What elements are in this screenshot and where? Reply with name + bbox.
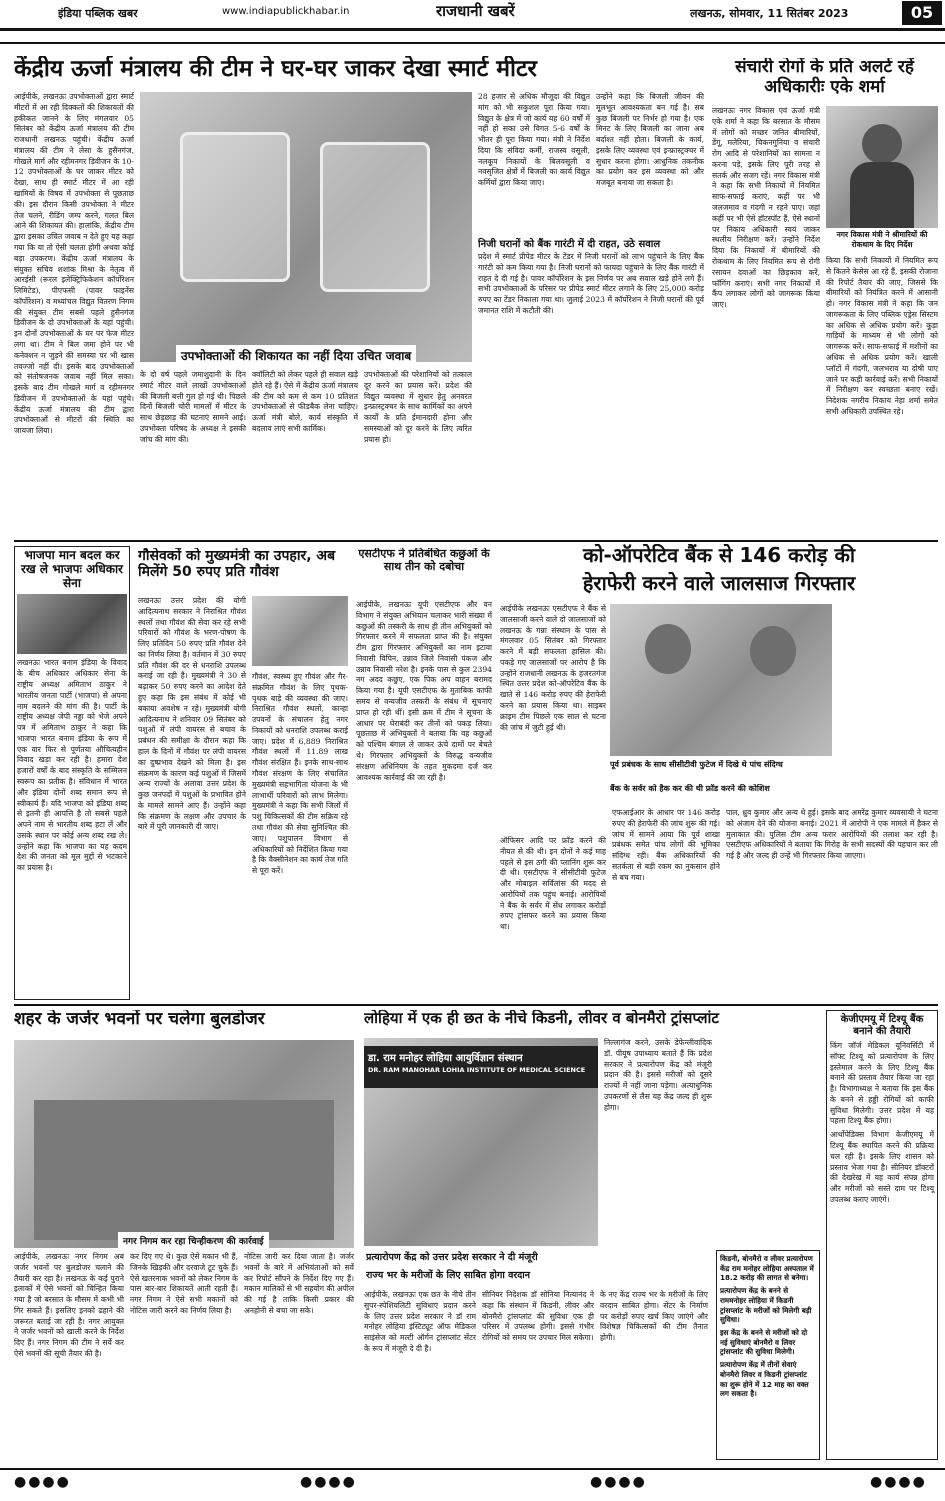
- amitabh-thakur-photo: [17, 594, 127, 654]
- bhajpa-headline: भाजपा मान बदल कर रख ले भाजपः अधिकार सेना: [21, 548, 123, 590]
- dilapidated-building-photo: [14, 1040, 354, 1248]
- footer-dots-mid-left: ●●●●: [300, 1474, 357, 1490]
- stf-headline: एसटीएफ ने प्रतिबंधित कछुओं के साथ तीन को दबोचा: [358, 548, 490, 573]
- story1-photo-caption: उपभोक्ताओं की शिकायत का नहीं दिया उचित जवाब: [176, 345, 416, 366]
- brand-name: इंडिया पब्लिक खबर: [58, 7, 138, 20]
- story1-subhead: निजी घरानों को बैंक गारंटी में दी राहत, उठे सवाल: [478, 239, 661, 250]
- section-divider-1: [14, 540, 938, 542]
- lohia-bullet-1: प्रत्यारोपण केंद्र को उत्तर प्रदेश सरकार ने दी मंजूरी: [366, 1252, 538, 1263]
- accused-two-face: [750, 626, 796, 676]
- story1-col2: 28 हजार से अधिक मौजूदा की विद्युत मांग को भी सकुशल पूरा किया गया। विद्युत के क्षेत्र में जो कार्य यह 60 वर्षों में नहीं हो सका उसे विगत 5-6 वर्षों के भीतर ही पूरा किया गया। मंत्री ने निर्देश दिया कि संविदा कर्मी, राजस्व वसूली, नलकूप निकायों के बिलवसूली व नवसृजित क्षेत्रों में बिजली का कार्य विद्युत कर्मियों द्वारा किया जाए।: [478, 92, 590, 188]
- right1-body: लखनऊः नगर विकास एवं ऊर्जा मंत्री एके शर्मा ने कहा कि बरसात के मौसम में लोगों को मच्छर जनित बीमारियों, डेंगू, मलेरिया, चिकनगुनिया व संचारी रोग आदि से परेशानियों का सामना न करना पड़े, इसके लिए पूरी तरह से सतर्क और सजग रहें। नगर विकास मंत्री ने कहा कि सभी निकायों में नियमित साफ-सफाई कराएं, कहीं पर भी जलजमाव व गंदगी न रहने पाए। जहां कहीं पर भी ऐसे हॉटस्पॉट हैं, ऐसे स्थानों पर निकाय अधिकारी स्वयं जाकर स्थलीय निरीक्षण करें। उन्होंने निर्देश दिया कि निकायों में बीमारियों की रोकथाम के लिए नियमित रूप से रोगी रसायन दवाओं का छिड़काव करें, फॉगिंग कराएं। सभी नगर निकायों में कैंप लगाकर लोगों को जागरूक किया जाए।: [712, 106, 820, 310]
- story1-bottom-col1: के दो वर्ष पहले जमाशुदानी के दिन स्मार्ट मीटर वाले लाखों उपभोक्ताओं की बिजली बत्ती गुल हो गई थी। पिछले दिनों बिजली चोरी मामलों में मीटर के साथ छेड़छाड़ की घटनाएं सामने आई। उपभोक्ता परिषद के अध्यक्ष ने इसकी जांच की मांग की।: [140, 370, 246, 444]
- section-divider-2: [14, 1004, 938, 1006]
- dateline: लखनऊ, सोमवार, 11 सितंबर 2023: [690, 7, 849, 20]
- bulldozer-headline: शहर के जर्जर भवनों पर चलेगा बुलडोजर: [14, 1010, 265, 1029]
- cm-meeting-photo: [252, 596, 348, 666]
- bank-bullet-1: पूर्व प्रबंधक के साथ सीसीटीवी फुटेज में दिखे थे पांच संदिग्ध: [610, 760, 783, 769]
- lohia-banner: [364, 1046, 598, 1088]
- fact-item: प्रत्यारोपण केंद्र में तीनों सेवाएं बोनमैरो लिवर व किडनी ट्रांसप्लांट का शुरू होने में 12 माह का वक्त लग सकता है।: [720, 1360, 809, 1399]
- bulldozer-photo-caption: नगर निगम कर रहा चिन्हीकरण की कार्रवाई: [118, 1232, 269, 1249]
- fact-item: प्रत्यारोपण केंद्र के बनने से राममनोहर लोहिया में किडनी ट्रांसप्लांट के मरीजों को मिलेगी बड़ी सुविधा।: [720, 1286, 812, 1325]
- site-url: www.indiapublickhabar.in: [222, 6, 350, 17]
- footer-dots-right: ●●●●: [870, 1474, 927, 1490]
- building-shape: [34, 1100, 334, 1240]
- fact-item: इस केंद्र के बनने से मरीजों को दो नई सुविधाएं बोनमैरो व लिवर ट्रांसप्लांट की सुविधा मिलेगी।: [720, 1328, 808, 1357]
- bulldozer-body3: नोटिस जारी कर दिया जाता है। जर्जर भवनों के बारे में अभियंताओं को सर्वे कर रिपोर्ट सौंपने के निर्देश दिए गए हैं। मकान मालिकों से भी सहयोग की अपील की गई है ताकि किसी प्रकार की अनहोनी से बचा जा सके।: [244, 1252, 354, 1315]
- right1-body2: किया कि सभी निकायों में नियमित रूप से कितने केसेस आ रहे हैं, इसकी रोजाना की रिपोर्ट तैयार की जाए, जिससे कि बीमारियों को नियंत्रित करने में आसानी हो। नगर विकास मंत्री ने कहा कि जन जागरूकता के लिए पब्लिक एड्रेस सिस्टम का अधिक से अधिक प्रयोग करें। कूड़ा गाड़ियों के माध्यम से भी लोगों को जागरूक करें। साफ-सफाई में मशीनों का अधिक से अधिक प्रयोग करें। खाली प्लॉटों में गंदगी, जलभराव या दोषी पाए जाने पर कड़ी कार्रवाई करें। सभी निकायों में निरीक्षण कर स्वच्छता बनाए रखें। निदेशक नगरीय निकाय नेहा शर्मा समेत सभी अधिकारी उपस्थित रहे।: [826, 256, 938, 416]
- lohia-fact-box: [716, 1250, 820, 1460]
- page-number: 05: [902, 1, 942, 25]
- bank-body3: एफआईआर के आधार पर 146 करोड़ रुपए की हेराफेरी की जांच शुरू की गई। जांच में सामने आया कि पूर्व शाखा प्रबंधक समेत पांच लोगों की भूमिका संदिग्ध रही। बैंक अधिकारियों की सतर्कता से बड़ी रकम का नुकसान होने से बच गया।: [612, 808, 720, 882]
- fact-item: किडनी, बोनमैरो व लीवर प्रत्यारोपण केंद्र राम मनोहर लोहिया अस्पताल में 18.2 करोड़ की लागत से बनेगा।: [720, 1254, 814, 1283]
- lohia-banner-english: DR. RAM MANOHAR LOHIA INSTITUTE OF MEDICAL SCIENCE: [368, 1066, 586, 1074]
- bank-body2: ऑफिसर आदि पर फ्रॉड करने की नीयत से की थी। इन दोनों ने कई माह पहले से इस ठगी की प्लानिंग शुरू कर दी थी। एसटीएफ ने सीसीटीवी फुटेज और मोबाइल सर्विलांस की मदद से आरोपियों तक पहुंच बनाई। आरोपियों ने बैंक के सर्वर में सेंध लगाकर करोड़ों रुपए ट्रांसफर करने का प्रयास किया था।: [500, 836, 606, 932]
- story1-col1: आईपीके, लखनऊः उपभोक्ताओं द्वारा स्मार्ट मीटरों में आ रही दिक्कतों की शिकायतों की हकीकत जानने के लिए मंगलवार 05 सितंबर को केंद्रीय ऊर्जा मंत्रालय की टीम राजधानी लखनऊ पहुंची। केंद्रीय ऊर्जा मंत्रालय की टीम ने लेसा के हुसैनगंज, गोखले मार्ग और रहीमनगर डिवीजन के 10-12 उपभोक्ताओं के घर जाकर मीटर को देखा, साथ ही स्मार्ट मीटर में आ रही खामियों के विषय में उपभोक्ता से पूछताछ की। इस दौरान किसी उपभोक्ता ने मीटर तेज चलने, रीडिंग जम्प करने, गलत बिल आने की शिकायत की। हालांकि, केंद्रीय टीम द्वारा इसका उचित जवाब न देते हुए यह कहा गया कि या तो ऐसी चलता होगी अथवा कोई बड़ा उपकरण। केंद्रीय ऊर्जा मंत्रालय के संयुक्त सचिव शशांक मिश्रा के नेतृत्व में आरईसी (रूरल इलेक्ट्रिफिकेशन कॉर्पोरेशन लिमिटेड), पीएफसी (पावर फाइनेंस कॉर्पोरेशन) व मध्यांचल विद्युत वितरण निगम की संयुक्त टीम सबसे पहले हुसैनगंज डिवीजन के दो उपभोक्ताओं के यहां पहुंची। इन दोनों उपभोक्ताओं के घर पर फेज मीटर लगा था। टीम ने बिल जमा होने पर भी कनेक्शन न जुड़ने की समस्या पर भी खास तवज्जो नहीं दी। इसके बाद उपभोक्ताओं को संतोषजनक जवाब नहीं मिल सका। इसके बाद टीम गोखले मार्ग व रहीमनगर डिवीजन में उपभोक्ताओं के यहां पहुंचे। केंद्रीय ऊर्जा मंत्रालय की टीम द्वारा उपभोक्ताओं से मीटरों की स्थिति का जायजा लिया।: [14, 92, 134, 436]
- accused-one-face: [645, 624, 691, 674]
- lohia-body2: सीनियर निदेशक डॉ सोनिया नित्यानंद ने कहा कि संस्थान में किडनी, लीवर और बोनमैरो ट्रांसप्लांट की सुविधा एक ही परिसर में उपलब्ध होगी। इससे गंभीर रोगियों को समय पर उपचार मिल सकेगा।: [482, 1290, 594, 1343]
- footer-dots-left: ●●●●: [14, 1474, 71, 1490]
- minister-figure: [862, 124, 902, 164]
- section-title: राजधानी खबरें: [436, 2, 515, 20]
- minister-photo-caption: नगर विकास मंत्री ने श्रीमारियों की रोकथाम के दिए निर्देश: [836, 230, 928, 249]
- kgmu-body2: आर्थोपेडिक्स विभाग केजीएमयू में टिश्यू बैंक स्थापित करने की प्रक्रिया चल रही है। इसके लिए शासन को प्रस्ताव भेजा गया है। सीनियर डॉक्टरों की देखरेख में यह कार्य संपन्न होगा और मरीजों को सस्ते दाम पर टिश्यू उपलब्ध कराए जाएंगे।: [830, 1130, 934, 1204]
- stf-body: आईपीके, लखनऊः यूपी एसटीएफ और वन विभाग ने संयुक्त अभियान चलाकर भारी संख्या में कछुओं की तस्करी के साथ ही तीन अभियुक्तों को गिरफ्तार करने में सफलता प्राप्त की है। संयुक्त टीम द्वारा गिरफ्तार अभियुक्तों का नाम इटावा निवासी विपिन, उन्नाव जिले निवासी पंकज और उन्नाव निवासी नरेश है। इनके पास से कुल 2394 नग अदद कछुए, एक पिक अप वाहन बरामद किया गया है। यूपी एसटीएफ के मुताबिक काफी समय से वन्यजीव तस्करी के संबंध में सूचनाएं प्राप्त हो रही थीं। इसी क्रम में टीम ने सूचना के आधार पर घेराबंदी कर तीनों को पकड़ लिया। पूछताछ में अभियुक्तों ने बताया कि वह कछुओं को पश्चिम बंगाल ले जाकर ऊंचे दामों पर बेचते थे। गिरफ्तार अभियुक्तों के विरुद्ध वन्यजीव संरक्षण अधिनियम के तहत मुकदमा दर्ज कर आवश्यक कार्रवाई की जा रही है।: [356, 600, 492, 782]
- lohia-top-col: निल्लागंज करने, उसके डेफेन्लीवादिक डॉ. पीयूष उपाध्याय बताते हैं कि प्रदेश सरकार ने प्रत्यारोपण केंद्र को मंजूरी प्रदान की है। इससे मरीजों को दूसरे राज्यों में नहीं जाना पड़ेगा। अत्याधुनिक उपकरणों से लैस यह केंद्र जल्द ही शुरू होगा।: [604, 1038, 712, 1112]
- bank-headline-line1: को-ऑपरेटिव बैंक से 146 करोड़ की: [582, 544, 856, 567]
- footer-dots-mid-right: ●●●●: [590, 1474, 647, 1490]
- bank-body4: पाल, ध्रुव कुमार और अन्य थे हुई। इसके बाद अमरेंद्र कुमार व्यवसायी ने घटना को अंजाम देने की योजना बनाई। 2021 में आरोपी ने एक मामले में हैकर से मुलाकात की। पुलिस टीम अन्य फरार आरोपियों की तलाश कर रही है। एसटीएफ अधिकारियों ने बताया कि गिरोह के सभी सदस्यों की पहचान कर ली गई है और जल्द ही उन्हें भी गिरफ्तार किया जाएगा।: [726, 808, 938, 861]
- footer-rule: [0, 1468, 945, 1470]
- masthead: [0, 0, 945, 44]
- bhajpa-body: लखनऊः भारत बनाम इंडिया के विवाद के बीच अधिकार अधिकार सेना के राष्ट्रीय अध्यक्ष अमिताभ ठाकुर ने भारतीय जनता पार्टी (भाजपा) से अपना नाम बदलने की मांग की है। पार्टी के राष्ट्रीय अध्यक्ष जेपी नड्डा को भेजे अपने पत्र में अमिताभ ठाकुर ने कहा कि भाजपा भारत बनाम इंडिया के रूप में एक वार फिर से पूर्णतया औचित्यहीन विवाद खड़ा कर रही है। हमारा देश हजारों वर्षों के बाद संस्कृति के सम्मिलन स्वरूप का प्रतीक है। संविधान में भारत और इंडिया दोनों शब्द समान रूप से स्वीकार्य हैं। यदि भाजपा को इंडिया शब्द से इतनी ही आपत्ति है तो सबसे पहले अपने नाम से भारतीय शब्द हटा लें और उसके स्थान पर कोई अन्य शब्द रख ले। उन्होंने कहा कि भाजपा का यह कदम देश की जनता को मूल मुद्दों से भटकाने का प्रयास है।: [17, 658, 127, 873]
- smart-meter-photo: [140, 92, 472, 362]
- kgmu-box: [826, 1010, 938, 1460]
- bank-bullet-2: बैंक के सर्वर को हैक कर की थी फ्रॉड करने की कोशिश: [610, 784, 770, 793]
- gau-body2: गौवंश, स्वस्थ्य हुए गौवंश और गैर-संक्रमित गौवंश के लिए पृथक-पृथक बाड़े की व्यवस्था की जाए। निराश्रित गौवंश स्थलों, कान्हा उपवनों के संचालन हेतु नगर निकायों को धनराशि उपलब्ध कराई जाए। प्रदेश में 6,889 निराश्रित गौवंश स्थलों में 11.89 लाख गौवंश संरक्षित हैं। इनके साथ-साथ गौवंश संरक्षण के लिए संचालित मुख्यमंत्री सहभागिता योजना के भी लाभार्थी परिवारों को लाभ मिलेगा। मुख्यमंत्री ने कहा कि सभी जिलों में पशु चिकित्सकों की टीम सक्रिय रहे तथा गौवंश की सेवा सुनिश्चित की जाए। पशुपालन विभाग से अधिकारियों को निर्देशित किया गया है कि वैक्सीनेशन का कार्य तेज गति से पूरा करें।: [252, 672, 348, 876]
- gau-headline: गौसेवकों को मुख्यमंत्री का उपहार, अब मिलेंगे 50 रुपए प्रति गौवंश: [138, 548, 336, 581]
- bank-headline-line2: हेराफेरी करने वाले जालसाज गिरफ्तार: [582, 572, 856, 595]
- lohia-body3: के नए केंद्र राज्य भर के मरीजों के लिए वरदान साबित होगा। सेंटर के निर्माण पर करोड़ों रुपए खर्च किए जाएंगे और विशेषज्ञ चिकित्सकों की टीम तैनात होगी।: [600, 1290, 708, 1343]
- meter-box-right: [320, 142, 430, 292]
- story1-bottom-col2: क्वॉलिटी को लेकर पहले ही सवाल खड़े होते रहे हैं। ऐसे में केंद्रीय ऊर्जा मंत्रालय की टीम को कम से कम 10 प्रतिशत उपभोक्ताओं से फीडबैक लेना चाहिए। ऊर्जा मंत्री बोले, कार्य संस्कृति में बदलाव लाएं सभी कार्मिक।: [252, 370, 358, 433]
- header-rule: [0, 28, 945, 31]
- kgmu-body: किंग जॉर्ज मेडिकल यूनिवर्सिटी में सॉफ्ट टिश्यू को प्रत्यारोपण के लिए इस्तेमाल करने के लिए टिश्यू बैंक बनाने की प्रस्ताव तैयार किया जा रहा है। विभागाध्यक्ष ने बताया कि इस बैंक के बनने से हड्डी रोगियों को काफी सुविधा मिलेगी। उत्तर प्रदेश में यह पहला टिश्यू बैंक होगा।: [830, 1041, 934, 1126]
- lohia-body1: आईपीके, लखनऊः एक छत के नीचे तीन सुपर-स्पेशियलिटी सुविधाएं प्रदान करने के लिए उत्तर प्रदेश सरकार ने डॉ राम मनोहर लोहिया इंस्टिट्यूट ऑफ मेडिकल साइंसेज को मल्टी ऑर्गन ट्रांसप्लांट सेंटर के रूप में मंजूरी दे दी है।: [364, 1290, 476, 1353]
- bhajpa-box: [14, 546, 130, 1000]
- story1-col3: उन्होंने कहा कि बिजली जीवन की मूलभूत आवश्यकता बन गई है। सब कुछ बिजली पर निर्भर हो गया है। एक मिनट के लिए बिजली का जाना अब बर्दाश्त नहीं होता। बिजली के कार्य, इसके लिए व्यवस्था एवं इन्फ्रास्ट्रक्चर में सुधार करना होगा। आधुनिक तकनीक का प्रयोग कर इस व्यवस्था को और मजबूत बनाया जा सकता है।: [596, 92, 704, 188]
- right1-headline: संचारी रोगों के प्रति अलर्ट रहें अधिकारीः एके शर्मा: [735, 58, 914, 97]
- lohia-bullet-2: राज्य भर के मरीजों के लिए साबित होगा वरदान: [366, 1270, 531, 1281]
- bank-body1: आईपीके लखनऊः एसटीएफ ने बैंक से जालसाजी करने वाले दो जालसाजों को लखनऊ के गन्ना संस्थान के पास से मंगलवार 05 सितंबर को गिरफ्तार करने में बड़ी सफलता हासिल की। पकड़े गए जालसाजों पर आरोप है कि उन्होंने राजधानी लखनऊ के हजरतगंज स्थित उत्तर प्रदेश को-ऑपरेटिव बैंक के खाते से 146 करोड़ रुपए की हेराफेरी करने का प्रयास किया था। साइबर क्राइम टीम पिछले एक साल से घटना की जांच में जुटी हुई थी।: [500, 604, 606, 732]
- gau-body: लखनऊः उत्तर प्रदेश की योगी आदित्यनाथ सरकार ने निराश्रित गौवंश स्थलों तथा गौवंश की सेवा कर रहे सभी परिवारों को गौवंश के भरण-पोषण के लिए प्रतिदिन 50 रुपए प्रति गौवंश देने का निर्णय लिया है। वर्तमान में 30 रुपए प्रति गौवंश की दर से धनराशि उपलब्ध कराई जा रही है। मुख्यमंत्री ने 30 से बढ़ाकर 50 रुपए करने का आदेश देते हुए कहा कि इस संबंध में कोई भी बकाया अवशेष न रहे। मुख्यमंत्री योगी आदित्यनाथ ने शनिवार 09 सितंबर को पशुओं में लंपी वायरस से बचाव के प्रबंधन की समीक्षा के दौरान कहा कि हाल के दिनों में गौवंश पर लंपी वायरस का दुष्प्रभाव देखने को मिला है। इस संक्रमण के कारण कई पशुओं में जिसमें अन्य राज्यों के अलावा उत्तर प्रदेश के कुछ जनपदों में पशुओं के प्रभावित होने के मामले सामने आए हैं। उन्होंने कहा कि संक्रमण के लक्षण और उपचार के बारे में पूरी जानकारी दी जाए।: [138, 596, 246, 832]
- story1-bottom-col3: उपभोक्ताओं की परेशानियों को तत्काल दूर करने का प्रयास करें। प्रदेश की विद्युत व्यवस्था में सुधार हेतु अनवरत इन्फ्रास्ट्रक्चर के साथ कार्मिकों का अपने कार्यों के प्रति ईमानदारी होना और समस्याओं को दूर करने के लिए त्वरित प्रयास हो।: [364, 370, 472, 444]
- lohia-institute-photo: [364, 1038, 598, 1246]
- meter-box-left: [180, 132, 290, 282]
- minister-photo: [826, 106, 938, 228]
- lohia-headline: लोहिया में एक ही छत के नीचे किडनी, लीवर व बोनमैरो ट्रांसप्लांट: [364, 1010, 719, 1027]
- bulldozer-body2: कर दिए गए थे। कुछ ऐसे मकान भी हैं, जिनके खिड़की और दरवाजे टूट चुके हैं। ऐसे खतरनाक भवनों को लेकर निगम के पास बार-बार शिकायतें आती रहती हैं। नगर निगम ने ऐसे सभी मकानों को नोटिस जारी करने का निर्णय लिया है।: [130, 1252, 238, 1315]
- story1-subbody: प्रदेश में स्मार्ट प्रीपेड मीटर के टेंडर में निजी घरानों को लाभ पहुंचाने के लिए बैंक गारंटी को कम किया गया है। निजी घरानों को फायदा पहुंचाने के लिए बैंक गारंटी में राहत दे दी गई है। पावर कॉर्पोरेशन के इस निर्णय पर अब सवाल खड़े होने लगे हैं। सभी उपभोक्ताओं के परिसर पर प्रीपेड स्मार्ट मीटर लगाने के लिए 25,000 करोड़ रुपए का टेंडर निकाला गया था। जुलाई 2023 में कॉर्पोरेशन ने निजी घरानों की पूर्व जमानत राशि में कटौती की।: [478, 252, 704, 315]
- accused-photos: [610, 604, 832, 756]
- kgmu-headline: केजीएमयू में टिश्यू बैंक बनाने की तैयारी: [840, 1014, 924, 1037]
- lohia-banner-hindi: डा. राम मनोहर लोहिया आयुर्विज्ञान संस्थान: [368, 1053, 523, 1064]
- bulldozer-body: आईपीके, लखनऊः नगर निगम अब जर्जर भवनों पर बुलडोजर चलाने की तैयारी कर रहा है। लखनऊ के कई पुराने इलाकों में ऐसे भवनों को चिन्हित किया गया है जो बरसात के मौसम में कभी भी गिर सकते हैं। इसलिए इनको ढहाने की जरूरत बताई जा रही है। नगर आयुक्त ने जर्जर भवनों को खाली करने के निर्देश दिए हैं। नगर निगम की टीम ने सर्वे कर ऐसे भवनों की सूची तैयार की है।: [14, 1252, 124, 1359]
- story1-headline: केंद्रीय ऊर्जा मंत्रालय की टीम ने घर-घर जाकर देखा स्मार्ट मीटर: [14, 56, 537, 82]
- minister-body-shape: [850, 162, 914, 228]
